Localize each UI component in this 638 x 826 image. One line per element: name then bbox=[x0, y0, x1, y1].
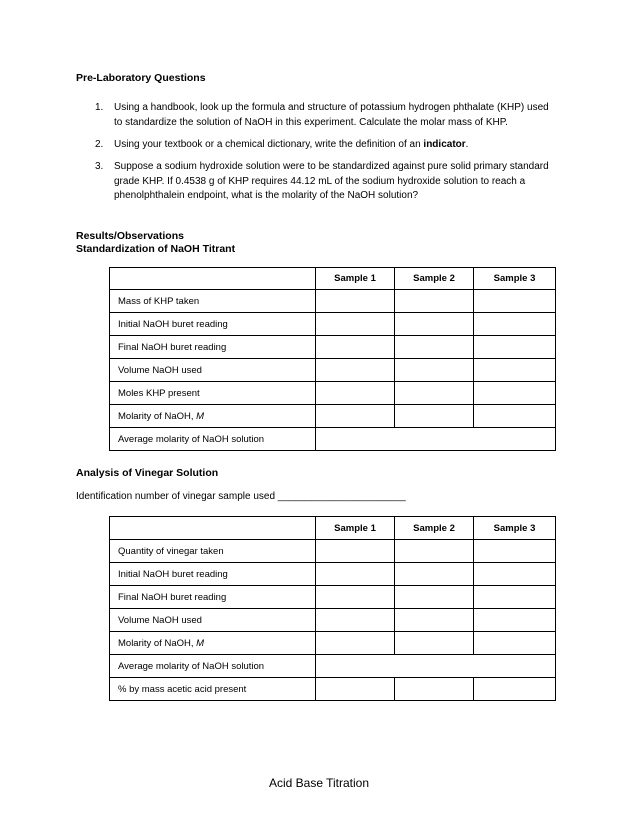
row-label: Moles KHP present bbox=[110, 382, 316, 405]
column-header: Sample 2 bbox=[395, 517, 474, 540]
row-label: Average molarity of NaOH solution bbox=[110, 428, 316, 451]
entry-cell[interactable] bbox=[395, 678, 474, 701]
table-row bbox=[110, 609, 556, 632]
question-text-start: Using your textbook or a chemical dictionary, write the definition of an bbox=[114, 139, 424, 150]
entry-cell[interactable] bbox=[474, 632, 556, 655]
header-blank-cell bbox=[110, 268, 316, 290]
question-number: 2. bbox=[95, 139, 104, 150]
entry-cell[interactable] bbox=[316, 563, 395, 586]
row-label: Volume NaOH used bbox=[110, 609, 316, 632]
analysis-heading: Analysis of Vinegar Solution bbox=[76, 467, 219, 479]
table-row bbox=[110, 290, 556, 313]
row-label: Final NaOH buret reading bbox=[110, 336, 316, 359]
entry-cell[interactable] bbox=[316, 359, 395, 382]
entry-cell[interactable] bbox=[474, 405, 556, 428]
question-number: 1. bbox=[95, 102, 104, 113]
question-text: Using a handbook, look up the formula and structure of potassium hydrogen phthalate (KHP) used to standardize the solution of NaOH in this experiment. Calculate the molar mass of KHP. bbox=[114, 102, 549, 128]
molarity-symbol: M bbox=[196, 410, 205, 422]
row-label: Final NaOH buret reading bbox=[110, 586, 316, 609]
entry-cell[interactable] bbox=[316, 290, 395, 313]
row-label: Quantity of vinegar taken bbox=[110, 540, 316, 563]
row-label bbox=[110, 632, 316, 655]
entry-cell[interactable] bbox=[316, 632, 395, 655]
results-heading: Results/Observations bbox=[76, 230, 184, 242]
table-row bbox=[110, 655, 556, 678]
standardization-table bbox=[109, 267, 556, 451]
entry-cell[interactable] bbox=[474, 313, 556, 336]
question-text bbox=[114, 138, 554, 153]
row-label bbox=[110, 405, 316, 428]
column-header: Sample 1 bbox=[316, 268, 395, 290]
table-header-row bbox=[110, 517, 556, 540]
page-footer: Acid Base Titration bbox=[268, 776, 370, 790]
entry-cell[interactable] bbox=[395, 609, 474, 632]
entry-cell[interactable] bbox=[395, 336, 474, 359]
entry-cell[interactable] bbox=[316, 655, 556, 678]
entry-cell[interactable] bbox=[474, 586, 556, 609]
table-row bbox=[110, 428, 556, 451]
question-text: Suppose a sodium hydroxide solution were to be standardized against pure solid primary standard grade KHP. If 0.4538 g of KHP requires 44.12 mL of the sodium hydroxide solution to reach a phenolphthalein endpoint, what is the molarity of the NaOH solution? bbox=[114, 161, 549, 201]
entry-cell[interactable] bbox=[474, 336, 556, 359]
vinegar-analysis-table bbox=[109, 516, 556, 701]
header-blank-cell bbox=[110, 517, 316, 540]
entry-cell[interactable] bbox=[395, 290, 474, 313]
entry-cell[interactable] bbox=[395, 359, 474, 382]
entry-cell[interactable] bbox=[395, 382, 474, 405]
table-row bbox=[110, 563, 556, 586]
entry-cell[interactable] bbox=[474, 540, 556, 563]
entry-cell[interactable] bbox=[395, 586, 474, 609]
table-row bbox=[110, 313, 556, 336]
row-label: Volume NaOH used bbox=[110, 359, 316, 382]
table-header-row bbox=[110, 268, 556, 290]
entry-cell[interactable] bbox=[316, 540, 395, 563]
question-number: 3. bbox=[95, 161, 104, 172]
entry-cell[interactable] bbox=[316, 678, 395, 701]
entry-cell[interactable] bbox=[395, 313, 474, 336]
table-row bbox=[110, 632, 556, 655]
table-row bbox=[110, 540, 556, 563]
entry-cell[interactable] bbox=[316, 313, 395, 336]
prelab-heading: Pre-Laboratory Questions bbox=[76, 72, 206, 84]
entry-cell[interactable] bbox=[395, 540, 474, 563]
entry-cell[interactable] bbox=[316, 405, 395, 428]
table-row bbox=[110, 678, 556, 701]
entry-cell[interactable] bbox=[474, 359, 556, 382]
row-label-text: Molarity of NaOH, bbox=[118, 637, 197, 649]
entry-cell[interactable] bbox=[474, 678, 556, 701]
column-header: Sample 1 bbox=[316, 517, 395, 540]
question-text-end: . bbox=[465, 139, 469, 150]
entry-cell[interactable] bbox=[395, 405, 474, 428]
table-row bbox=[110, 359, 556, 382]
column-header: Sample 3 bbox=[474, 517, 556, 540]
column-header: Sample 2 bbox=[395, 268, 474, 290]
entry-cell[interactable] bbox=[316, 428, 556, 451]
column-header: Sample 3 bbox=[474, 268, 556, 290]
row-label: % by mass acetic acid present bbox=[110, 678, 316, 701]
row-label: Initial NaOH buret reading bbox=[110, 313, 316, 336]
entry-cell[interactable] bbox=[395, 563, 474, 586]
table-row bbox=[110, 336, 556, 359]
entry-cell[interactable] bbox=[395, 632, 474, 655]
row-label: Average molarity of NaOH solution bbox=[110, 655, 316, 678]
row-label-text: Molarity of NaOH, bbox=[118, 410, 197, 422]
table-row bbox=[110, 586, 556, 609]
entry-cell[interactable] bbox=[316, 382, 395, 405]
molarity-symbol: M bbox=[196, 637, 205, 649]
table-row bbox=[110, 382, 556, 405]
entry-cell[interactable] bbox=[474, 609, 556, 632]
entry-cell[interactable] bbox=[316, 586, 395, 609]
row-label: Mass of KHP taken bbox=[110, 290, 316, 313]
entry-cell[interactable] bbox=[316, 609, 395, 632]
entry-cell[interactable] bbox=[474, 382, 556, 405]
entry-cell[interactable] bbox=[316, 336, 395, 359]
vinegar-id-line: Identification number of vinegar sample used _______________________ bbox=[76, 491, 406, 502]
table-row bbox=[110, 405, 556, 428]
row-label: Initial NaOH buret reading bbox=[110, 563, 316, 586]
standardization-heading: Standardization of NaOH Titrant bbox=[76, 243, 236, 255]
entry-cell[interactable] bbox=[474, 290, 556, 313]
entry-cell[interactable] bbox=[474, 563, 556, 586]
indicator-term: indicator bbox=[423, 139, 466, 150]
